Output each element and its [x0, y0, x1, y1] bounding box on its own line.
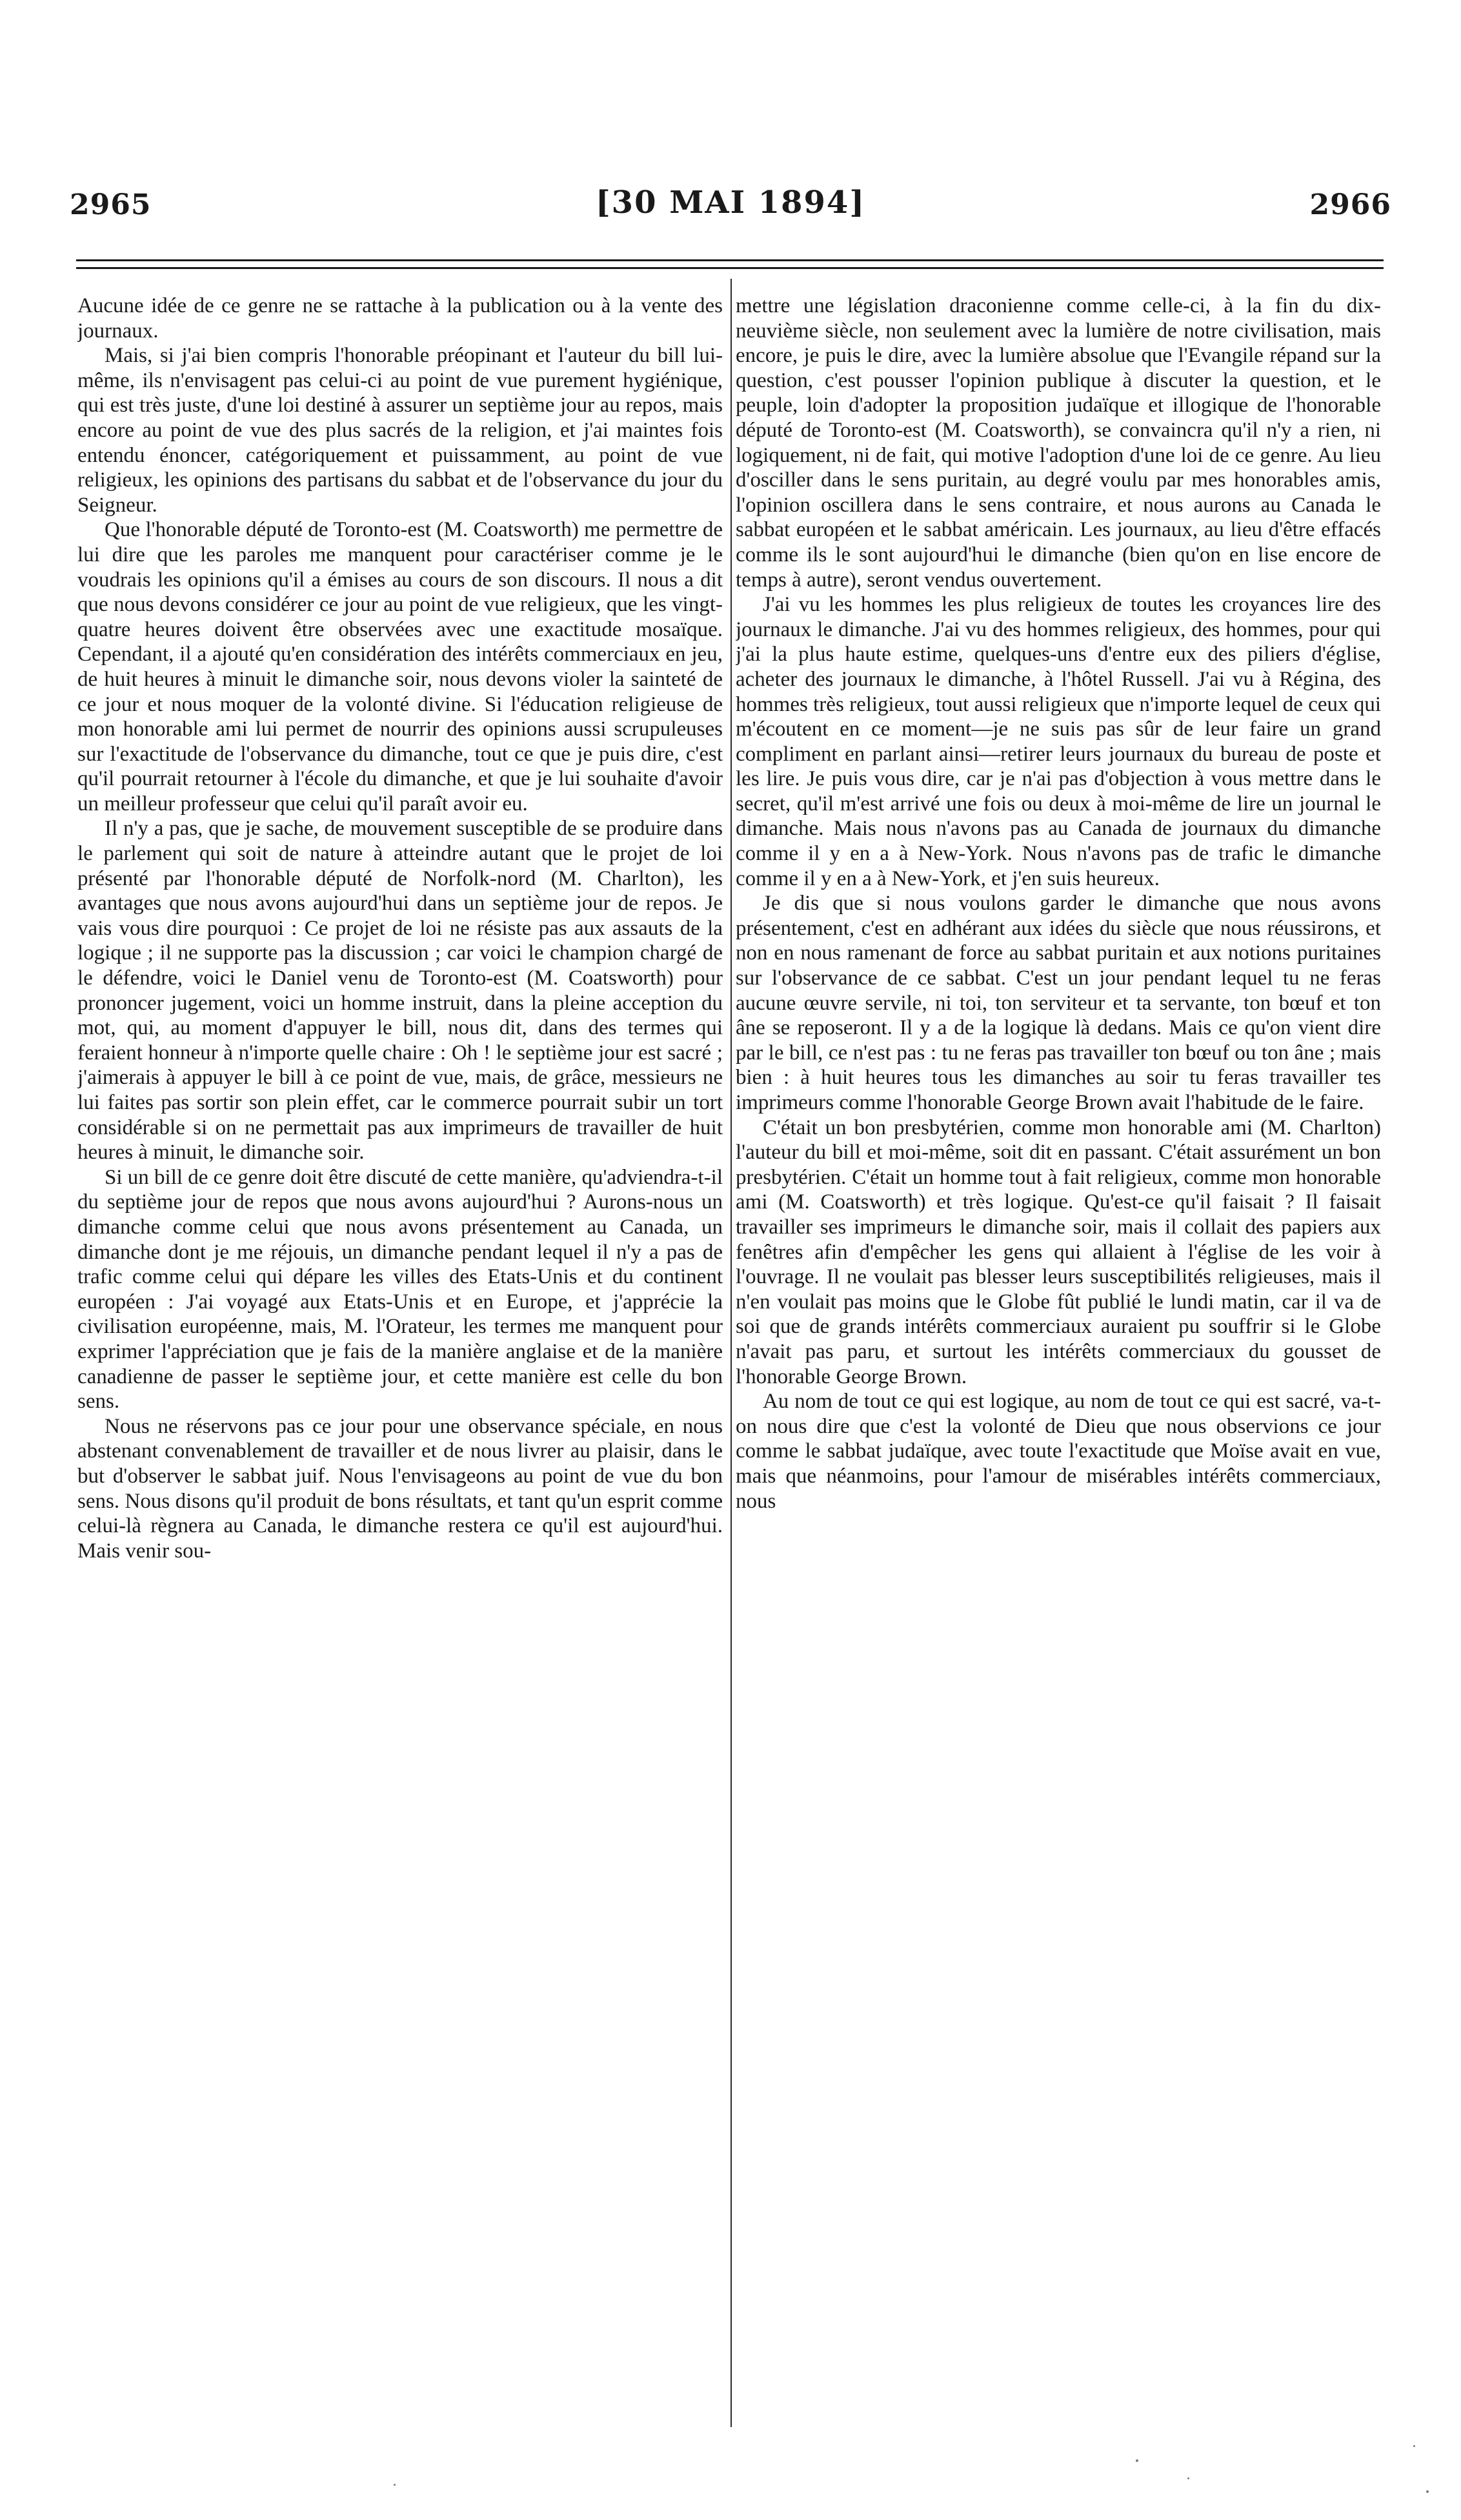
- paragraph: C'était un bon presbytérien, comme mon honorable ami (M. Charlton) l'auteur du bill et moi-même, soit dit en passant. C'était assurément un bon presbytérien. C'était un homme tout à fait religieux, comme mon honorable ami (M. Coatsworth) et très logique. Qu'est-ce qu'il faisait ? Il faisait travailler ses imprimeurs le dimanche soir, mais il collait des papiers aux fenêtres afin d'empêcher les gens qui allaient à l'église de les voir à l'ouvrage. Il ne voulait pas blesser leurs susceptibilités religieuses, mais il n'en voulait pas moins que le Globe fût publié le lundi matin, car il va de soi que de grands intérêts commerciaux auraient pu souffrir si le Globe n'avait pas paru, et surtout les intérêts commerciaux du gousset de l'honorable George Brown.: [736, 1115, 1381, 1388]
- paragraph: J'ai vu les hommes les plus religieux de toutes les croyances lire des journaux le dimanche. J'ai vu des hommes religieux, des hommes, pour qui j'ai la plus haute estime, quelques-uns d'entre eux des piliers d'église, acheter des journaux le dimanche, à l'hôtel Russell. J'ai vu à Régina, des hommes très religieux, tout aussi religieux que n'importe lequel de ceux qui m'écoutent en ce moment—je ne suis pas sûr de leur faire un grand compliment en parlant ainsi—retirer leurs journaux du bureau de poste et les lire. Je puis vous dire, car je n'ai pas d'objection à vous mettre dans le secret, qu'il m'est arrivé une fois ou deux à moi-même de lire un journal le dimanche. Mais nous n'avons pas au Canada de journaux du dimanche comme il y en a à New-York. Nous n'avons pas de trafic le dimanche comme il y en a à New-York, et j'en suis heureux.: [736, 593, 1381, 890]
- column-divider: [730, 279, 732, 2427]
- scan-speckle: [394, 2484, 396, 2486]
- left-column: [77, 294, 723, 2429]
- paragraph: Je dis que si nous voulons garder le dimanche que nous avons présentement, c'est en adhérant aux idées du siècle que nous réussirons, et non en nous ramenant de force au sabbat puritain et aux notions puritaines sur l'observance de ce sabbat. C'est un jour pendant lequel tu ne feras aucune œuvre servile, ni toi, ton serviteur et ta servante, ton bœuf et ton âne se reposeront. Il y a de la logique là dedans. Mais ce qu'on vient dire par le bill, ce n'est pas : tu ne feras pas travailler ton bœuf ou ton âne ; mais bien : à huit heures tous les dimanches au soir tu feras travailler tes imprimeurs comme l'honorable George Brown avait l'habitude de le faire.: [736, 892, 1381, 1114]
- paragraph: mettre une législation draconienne comme celle-ci, à la fin du dix-neuvième siècle, non seulement avec la lumière de notre civilisation, mais encore, je puis le dire, avec la lumière absolue que l'Evangile répand sur la question, c'est pousser l'opinion publique à discuter la question, et le peuple, loin d'adopter la proposition judaïque et illogique de l'honorable député de Toronto-est (M. Coatsworth), se convaincra qu'il n'y a rien, ni logiquement, ni de fait, qui motive l'adoption d'une loi de ce genre. Au lieu d'osciller dans le sens puritain, au degré voulu par mes honorables amis, l'opinion oscillera dans le sens contraire, et nous aurons au Canada le sabbat européen et le sabbat américain. Les journaux, au lieu d'être effacés comme ils le sont aujourd'hui le dimanche (bien qu'on en lise encore de temps à autre), seront vendus ouvertement.: [736, 294, 1381, 592]
- paragraph: Il n'y a pas, que je sache, de mouvement susceptible de se produire dans le parlement qui soit de nature à atteindre autant que le projet de loi présenté par l'honorable député de Norfolk-nord (M. Charlton), les avantages que nous avons aujourd'hui dans un septième jour de repos. Je vais vous dire pourquoi : Ce projet de loi ne résiste pas aux assauts de la logique ; il ne supporte pas la discussion ; car voici le champion chargé de le défendre, voici le Daniel venu de Toronto-est (M. Coatsworth) pour prononcer jugement, voici un homme instruit, dans la pleine acception du mot, qui, au moment d'appuyer le bill, nous dit, dans des termes qui feraient honneur à n'importe quelle chaire : Oh ! le septième jour est sacré ; j'aimerais à appuyer le bill à ce point de vue, mais, de grâce, messieurs ne lui faites pas sortir son plein effet, car le commerce pourrait subir un tort considérable si on ne permettait pas aux imprimeurs de travailler de huit heures à minuit, le dimanche soir.: [77, 817, 723, 1165]
- page-number-right: 2966: [1309, 188, 1391, 221]
- paragraph: Si un bill de ce genre doit être discuté de cette manière, qu'adviendra-t-il du septième jour de repos que nous avons aujourd'hui ? Aurons-nous un dimanche comme celui que nous avons présentement au Canada, un dimanche dont je me réjouis, un dimanche pendant lequel il n'y a pas de trafic comme celui qui dépare les villes des Etats-Unis et du continent européen : J'ai voyagé aux Etats-Unis et en Europe, et j'apprécie la civilisation européenne, mais, M. l'Orateur, les termes me manquent pour exprimer l'appréciation que je fais de la manière anglaise et de la manière canadienne de passer le septième jour, et cette manière est celle du bon sens.: [77, 1165, 723, 1414]
- header-rule-top: [76, 259, 1384, 261]
- paragraph: Aucune idée de ce genre ne se rattache à la publication ou à la vente des journaux.: [77, 294, 723, 343]
- scan-speckle: [1413, 2445, 1415, 2447]
- scan-speckle: [1426, 2490, 1429, 2493]
- session-date: [30 MAI 1894]: [595, 185, 866, 221]
- paragraph: Mais, si j'ai bien compris l'honorable préopinant et l'auteur du bill lui-même, ils n'envisagent pas celui-ci au point de vue purement hygiénique, qui est très juste, d'une loi destiné à assurer un septième jour au repos, mais encore au point de vue des plus sacrés de la religion, et j'ai maintes fois entendu énoncer, catégoriquement et puissamment, au point de vue religieux, les opinions des partisans du sabbat et de l'observance du jour du Seigneur.: [77, 344, 723, 517]
- scan-speckle: [1187, 2477, 1189, 2479]
- header-rule-bottom: [76, 267, 1384, 269]
- page-number-left: 2965: [70, 188, 152, 221]
- scan-speckle: [1136, 2459, 1138, 2462]
- paragraph: Que l'honorable député de Toronto-est (M. Coatsworth) me permettre de lui dire que les paroles me manquent pour caractériser comme je le voudrais les opinions qu'il a émises au cours de son discours. Il nous a dit que nous devons considérer ce jour au point de vue religieux, que les vingt-quatre heures doivent être observées avec une exactitude mosaïque. Cependant, il a ajouté qu'en considération des intérêts commerciaux en jeu, de huit heures à minuit le dimanche soir, nous devons violer la sainteté de ce jour et nous moquer de la volonté divine. Si l'éducation religieuse de mon honorable ami lui permet de nourrir des opinions aussi scrupuleuses sur l'exactitude de l'observance du dimanche, tout ce que je puis dire, c'est qu'il pourrait retourner à l'école du dimanche, et que je lui souhaite d'avoir un meilleur professeur que celui qu'il paraît avoir eu.: [77, 518, 723, 815]
- paragraph: Au nom de tout ce qui est logique, au nom de tout ce qui est sacré, va-t-on nous dire que c'est la volonté de Dieu que nous observions ce jour comme le sabbat judaïque, avec toute l'exactitude que Moïse avait en vue, mais que néanmoins, pour l'amour de misérables intérêts commerciaux, nous: [736, 1390, 1381, 1513]
- right-column: [736, 294, 1381, 2429]
- page-header: [0, 0, 1461, 258]
- paragraph: Nous ne réservons pas ce jour pour une observance spéciale, en nous abstenant convenablement de travailler et de nous livrer au plaisir, dans le but d'observer le sabbat juif. Nous l'envisageons au point de vue du bon sens. Nous disons qu'il produit de bons résultats, et tant qu'un esprit comme celui-là règnera au Canada, le dimanche restera ce qu'il est aujourd'hui. Mais venir sou-: [77, 1414, 723, 1563]
